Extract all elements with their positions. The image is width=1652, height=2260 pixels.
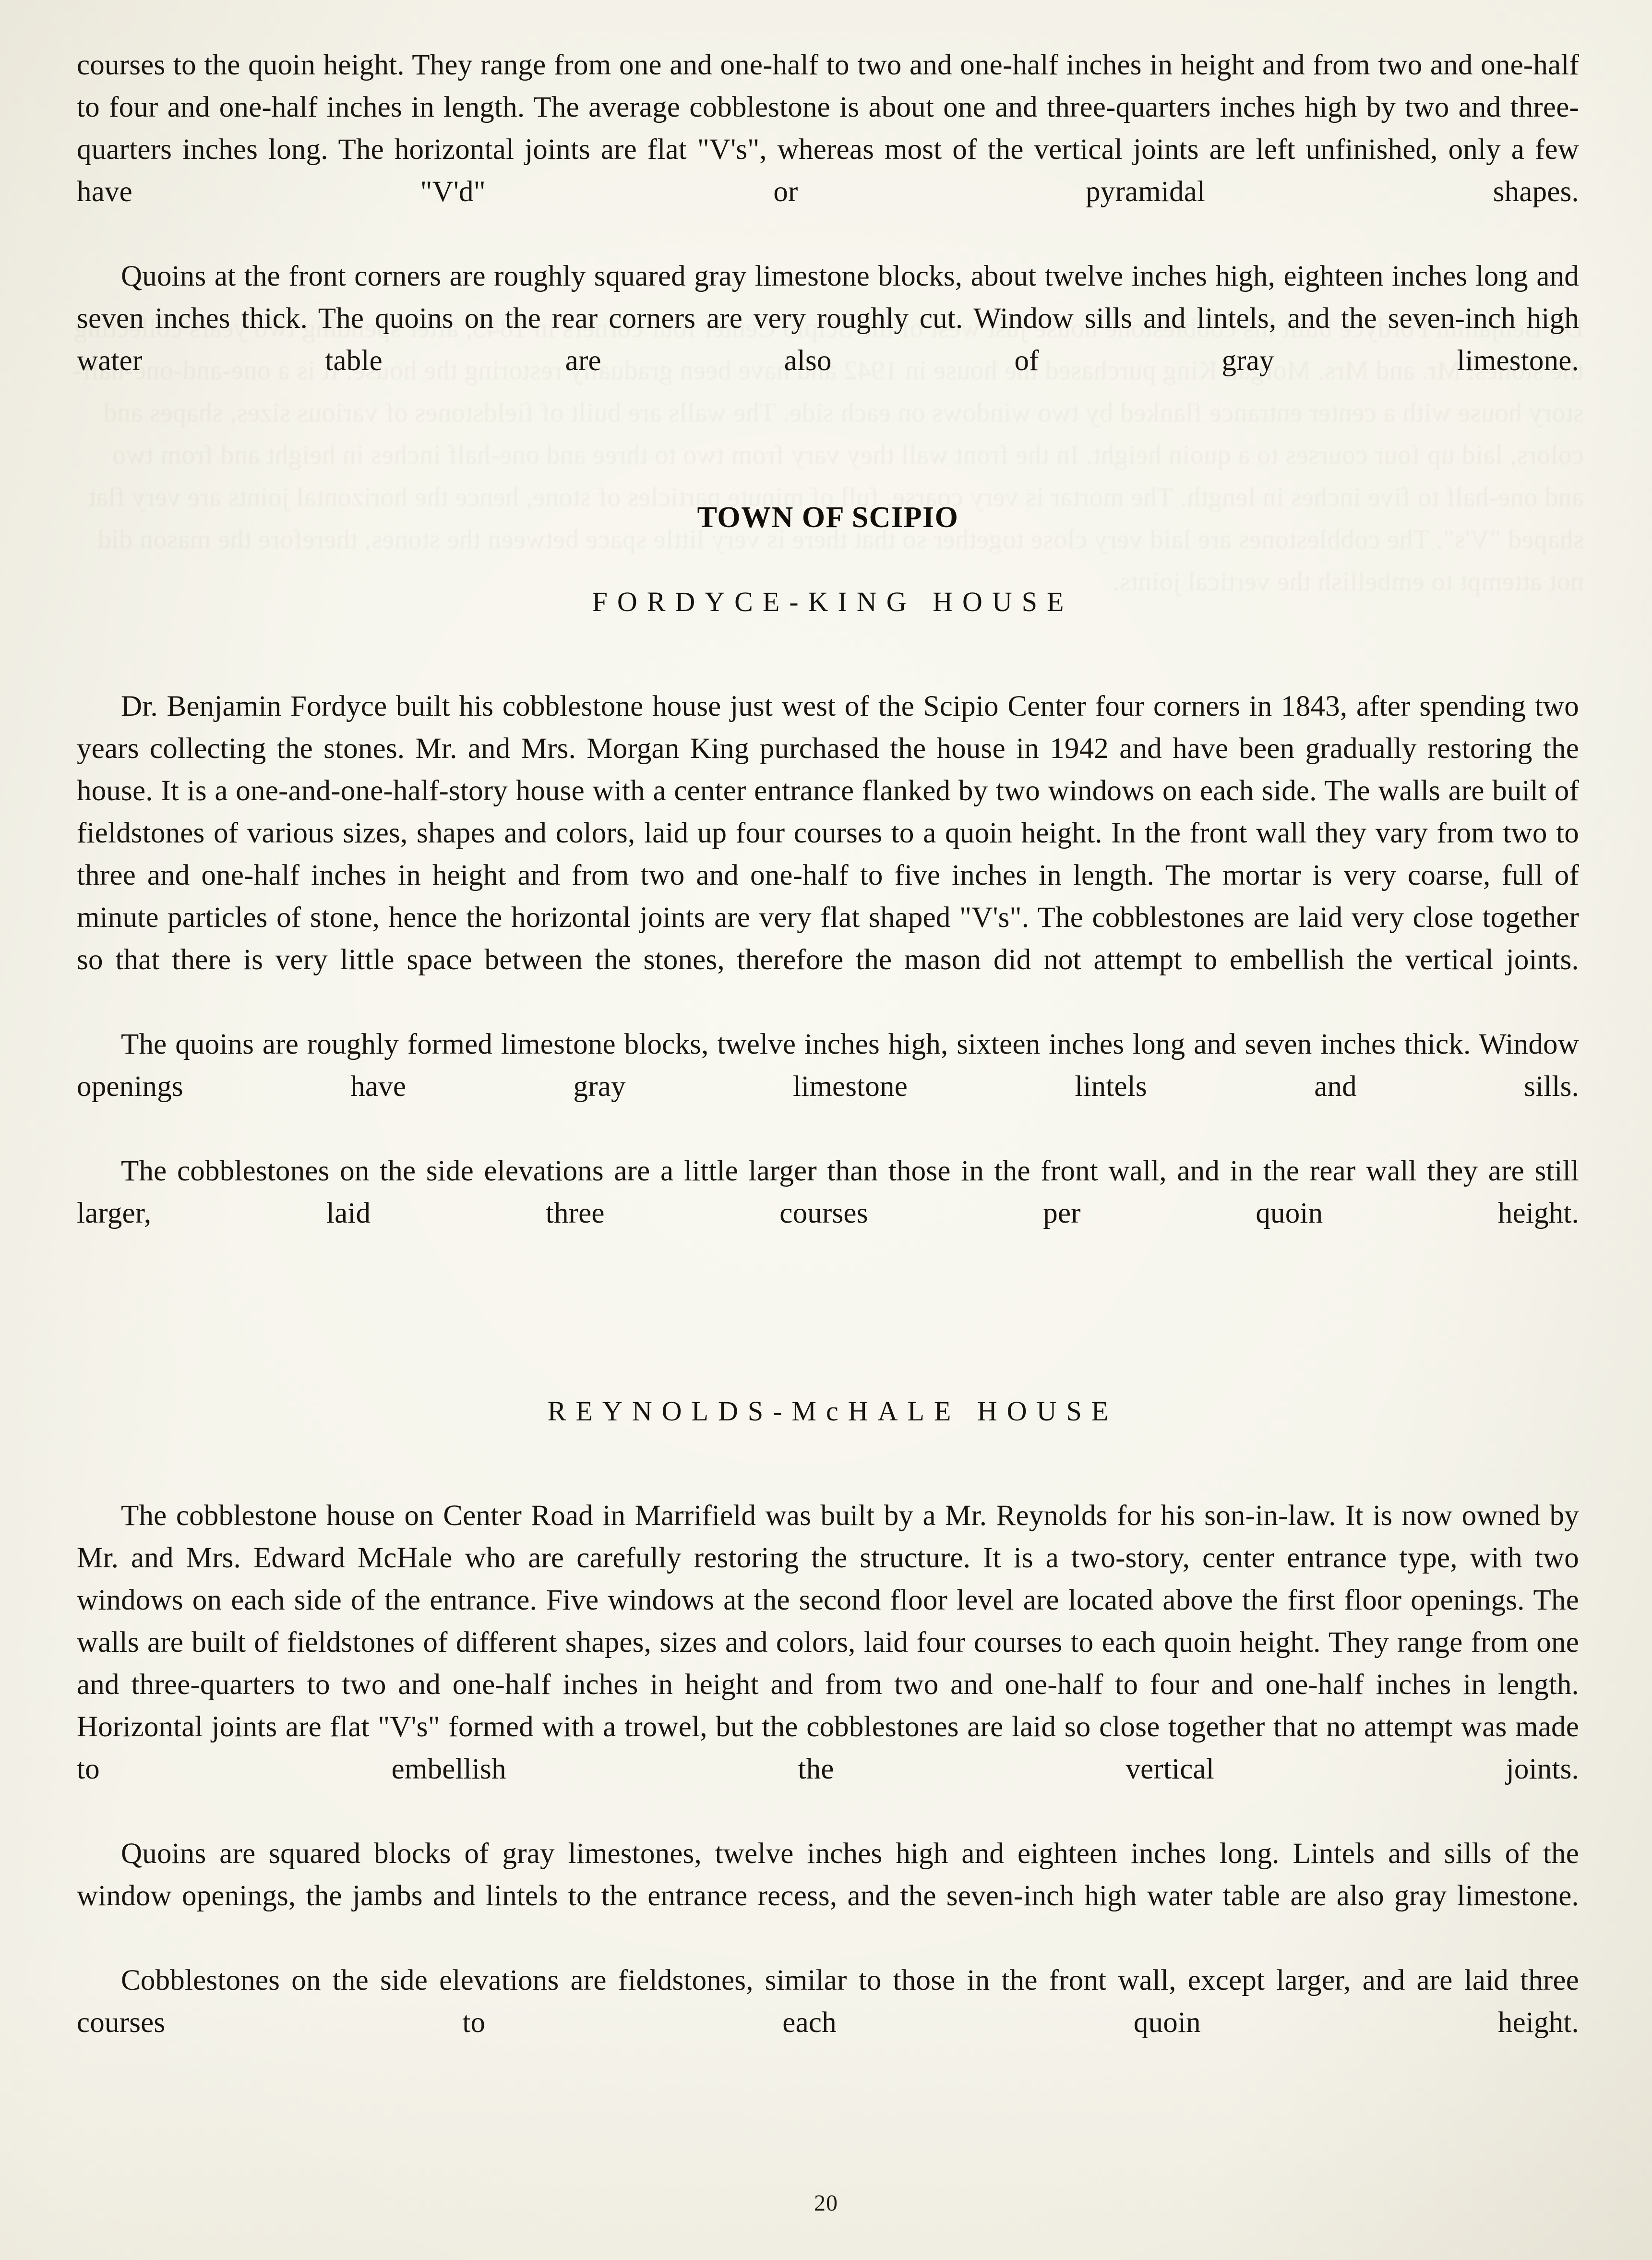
page-text-column [77, 44, 1579, 2086]
spacer-before-reynolds-mchale-heading [77, 1277, 1579, 1390]
spacer-before-town-heading [77, 424, 1579, 496]
paragraph-fordyce-king-1: Dr. Benjamin Fordyce built his cobblestone house just west of the Scipio Center four corners in 1843, after spending two years collecting the stones. Mr. and Mrs. Morgan King purchased the house in 1942 and have been gradually restoring the house. It is a one-and-one-half-story house with a center entrance flanked by two windows on each side. The walls are built of fieldstones of various sizes, shapes and colors, laid up four courses to a quoin height. In the front wall they vary from two to three and one-half inches in height and from two and one-half to five inches in length. The mortar is very coarse, full of minute particles of stone, hence the horizontal joints are very flat shaped "V's". The cobblestones are laid very close together so that there is very little space between the stones, therefore the mason did not attempt to embellish the vertical joints. [77, 690, 1579, 976]
spacer-after-town-heading [77, 539, 1579, 581]
paragraph-opening-continued: courses to the quoin height. They range from one and one-half to two and one-half inches in height and from two and one-half to four and one-half inches in length. The average cobblestone is about one and three-quarters inches high by two and three-quarters inches long. The horizontal joints are flat "V's", whereas most of the vertical joints are left unfinished, only a few have "V'd" or pyramidal shapes. [77, 49, 1579, 208]
town-heading: TOWN OF SCIPIO [697, 501, 959, 534]
paragraph-quoins-front-corners: Quoins at the front corners are roughly squared gray limestone blocks, about twelve inches high, eighteen inches long and seven inches thick. The quoins on the rear corners are very roughly cut. Window sills and lintels, and the seven-inch high water table are also of gray limestone. [77, 260, 1579, 377]
paragraph-fordyce-king-3: The cobblestones on the side elevations are a little larger than those in the front wall, and in the rear wall they are still larger, laid three courses per quoin height. [77, 1155, 1579, 1229]
page-number: 20 [814, 2190, 838, 2216]
spacer-after-reynolds-mchale-heading [77, 1432, 1579, 1495]
house-heading-reynolds-mchale: REYNOLDS-McHALE HOUSE [547, 1395, 1118, 1427]
paragraph-reynolds-mchale-3: Cobblestones on the side elevations are fieldstones, similar to those in the front wall, except larger, and are laid three courses to each quoin height. [77, 1964, 1579, 2039]
paragraph-reynolds-mchale-1: The cobblestone house on Center Road in Marrifield was built by a Mr. Reynolds for his son-in-law. It is now owned by Mr. and Mrs. Edward McHale who are carefully restoring the structure. It is a two-story, center entrance type, with two windows on each side of the entrance. Five windows at the second floor level are located above the first floor openings. The walls are built of fieldstones of different shapes, sizes and colors, laid four courses to each quoin height. They range from one and three-quarters to two and one-half inches in height and from two and one-half to four and one-half inches in length. Horizontal joints are flat "V's" formed with a trowel, but the cobblestones are laid so close together that no attempt was made to embellish the vertical joints. [77, 1500, 1579, 1785]
paragraph-fordyce-king-2: The quoins are roughly formed limestone blocks, twelve inches high, sixteen inches long and seven inches thick. Window openings have gray limestone lintels and sills. [77, 1028, 1579, 1103]
spacer-after-fordyce-king-heading [77, 623, 1579, 685]
house-heading-fordyce-king: FORDYCE-KING HOUSE [592, 586, 1074, 617]
paragraph-reynolds-mchale-2: Quoins are squared blocks of gray limestones, twelve inches high and eighteen inches long. Lintels and sills of the window openings, the jambs and lintels to the entrance recess, and the seven-inch high water table are also gray limestone. [77, 1838, 1579, 1912]
